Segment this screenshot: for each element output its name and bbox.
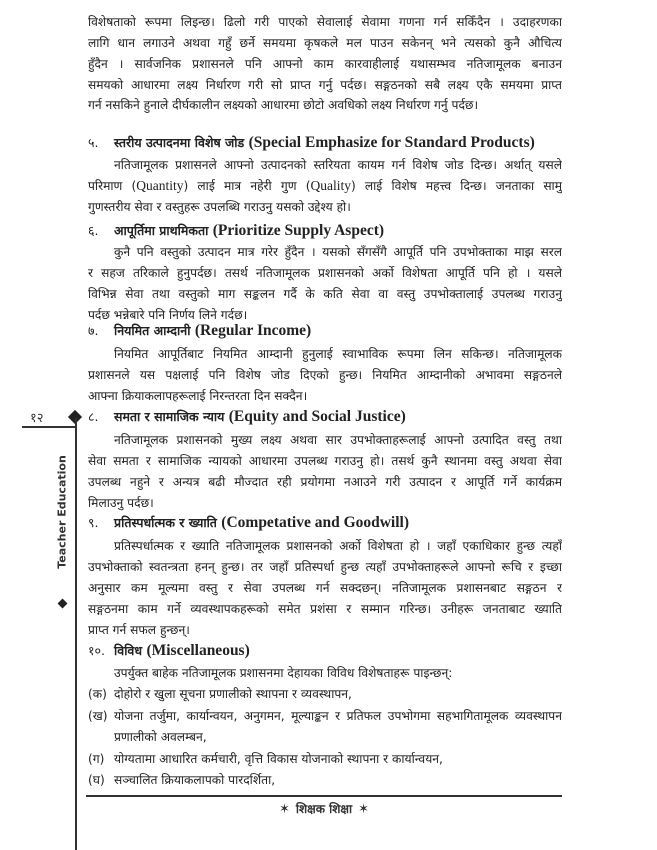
section-title-np: स्तरीय उत्पादनमा विशेष जोड bbox=[114, 135, 245, 150]
section-line: विभिन्न सेवा तथा वस्तुको माग सङ्कलन गर्दै के कति सेवा वा वस्तु उपभोक्तालाई उपलब्ध गराउनु bbox=[88, 287, 562, 301]
section-line: मिलाउनु पर्दछ। bbox=[88, 496, 154, 510]
section-line: पर्दछ भन्नेबारे पनि निर्णय लिने गर्दछ। bbox=[88, 308, 248, 322]
section-line: प्रशासनले यस पक्षलाई पनि विशेष जोड दिएको हुन्छ। नियमित आम्दानीको अभावमा सङ्गठनले bbox=[88, 368, 562, 382]
intro-line: समयको आधारमा लक्ष्य निर्धारण गरी सो प्राप्त गर्नु पर्दछ। सङ्गठनको सबै लक्ष्य एकै समयमा प्राप्त bbox=[88, 78, 562, 92]
section-title-np: नियमित आम्दानी bbox=[114, 323, 191, 338]
intro-line: विशेषताको रूपमा लिइन्छ। ढिलो गरी पाएको सेवालाई सेवामा गणना गर्न सकिँदैन । उदाहरणका bbox=[88, 15, 562, 29]
footer-text: शिक्षक शिक्षा bbox=[295, 802, 353, 816]
section-number: ५. bbox=[88, 135, 99, 150]
list-item bbox=[88, 749, 562, 769]
diamond-icon bbox=[58, 599, 68, 609]
section-title-np: विविध bbox=[114, 643, 143, 658]
section-title-en: (Prioritize Supply Aspect) bbox=[212, 222, 385, 239]
section-heading bbox=[88, 640, 562, 662]
section-heading bbox=[88, 320, 562, 342]
list-item-label: (घ) bbox=[88, 773, 105, 787]
list-item-text: योजना तर्जुमा, कार्यान्वयन, अनुगमन, मूल्याङ्कन र प्रतिफल उपभोगमा सहभागितामूलक व्यवस्थापन bbox=[114, 709, 562, 723]
section-heading bbox=[88, 220, 562, 242]
intro-line: लागि धान लगाउने अथवा गहुँ छर्ने समयमा कृषकले मल पाउन सकेनन् भने त्यसको कुनै औचित्य bbox=[88, 36, 562, 50]
list-item-label: (क) bbox=[88, 687, 107, 701]
section-line: आफ्ना क्रियाकलापहरूलाई निरन्तरता दिन सक्दैन। bbox=[88, 389, 308, 403]
section-number: ९. bbox=[88, 515, 99, 530]
list-item-text: योग्यतामा आधारित कर्मचारी, वृत्ति विकास योजनाको स्थापना र कार्यान्वयन, bbox=[114, 752, 443, 766]
list-item-text: दोहोरो र खुला सूचना प्रणालीको स्थापना र व्यवस्थापन, bbox=[114, 687, 352, 701]
section-line: नियमित आपूर्तिबाट नियमित आम्दानी हुनुलाई स्वाभाविक रूपमा लिन सकिन्छ। नतिजामूलक bbox=[114, 347, 562, 361]
section-heading bbox=[88, 132, 562, 154]
section-line: परिमाण (Quantity) लाई मात्र नहेरी गुण (Quality) लाई विशेष महत्त्व दिन्छ। जनताका सामु bbox=[88, 178, 562, 193]
page-footer bbox=[86, 800, 562, 817]
section-number: ६. bbox=[88, 223, 99, 238]
list-item-label: (ख) bbox=[88, 709, 108, 723]
section-heading bbox=[88, 512, 562, 534]
section-line: नतिजामूलक प्रशासनको मुख्य लक्ष्य अथवा सार उपभोक्ताहरूलाई आफ्नो उत्पादित वस्तु तथा bbox=[114, 433, 562, 447]
section-line: उपलब्ध नहुने र अन्यत्र बढी मौज्दात रही प्रयोगमा नआउने गरी उत्पादन र आपूर्ति गर्ने कार्यक्रम bbox=[88, 475, 562, 489]
section-line: नतिजामूलक प्रशासनले आफ्नो उत्पादनको स्तरियता कायम गर्न विशेष जोड दिन्छ। अर्थात् यसले bbox=[114, 158, 562, 172]
page-number: १२ bbox=[30, 411, 44, 426]
star-icon: ✶ bbox=[278, 802, 290, 817]
list-item-continuation: प्रणालीको अवलम्बन, bbox=[114, 730, 207, 744]
intro-line: गर्न नसकिने हुनाले दीर्घकालीन लक्ष्यको आधारमा छोटो अवधिको लक्ष्य निर्धारण गर्नु पर्दछ। bbox=[88, 98, 479, 112]
section-line: सेवा समता र सामाजिक न्यायको आधारमा उपलब्ध गराउनु हो। तसर्थ कुनै स्थानमा वस्तु अथवा सेवा bbox=[88, 454, 562, 468]
section-line: सङ्गठनमा काम गर्ने व्यवस्थापकहरूको समेत प्रशंसा र सम्मान गरिन्छ। उनीहरू जनताबाट ख्याति bbox=[88, 602, 562, 616]
margin-vertical-rule bbox=[75, 418, 77, 850]
section-heading bbox=[88, 406, 562, 428]
section-title-np: समता र सामाजिक न्याय bbox=[114, 409, 225, 424]
section-line: प्रतिस्पर्धात्मक र ख्याति नतिजामूलक प्रशासनको अर्को विशेषता हो । जहाँ एकाधिकार हुन्छ त्यहाँ bbox=[114, 539, 562, 553]
section-title-np: आपूर्तिमा प्राथमिकता bbox=[114, 223, 209, 238]
list-item bbox=[88, 770, 562, 790]
section-title-en: (Miscellaneous) bbox=[146, 642, 250, 659]
side-label-text: Teacher Education bbox=[55, 455, 69, 569]
section-line: कुनै पनि वस्तुको उत्पादन मात्र गरेर हुँदैन । यसको सँगसँगै आपूर्ति पनि उपभोक्ताका माझ सरल bbox=[114, 245, 562, 259]
side-label bbox=[56, 455, 69, 569]
list-item-label: (ग) bbox=[88, 752, 105, 766]
section-line: अनुसार कम मूल्यमा वस्तु र सेवा उपलब्ध गर्न सक्दछन्। नतिजामूलक प्रशासनबाट सङ्गठन र bbox=[88, 581, 562, 595]
section-title-en: (Competative and Goodwill) bbox=[221, 514, 410, 531]
section-line: प्राप्त गर्न सफल हुन्छन्। bbox=[88, 623, 190, 637]
section-title-np: प्रतिस्पर्धात्मक र ख्याति bbox=[114, 515, 217, 530]
section-line: गुणस्तरीय सेवा र वस्तुहरू उपलब्धि गराउनु यसको उद्देश्य हो। bbox=[88, 200, 351, 214]
list-item-text: सञ्चालित क्रियाकलापको पारदर्शिता, bbox=[114, 773, 276, 787]
list-item bbox=[88, 684, 562, 704]
section-number: ७. bbox=[88, 323, 99, 338]
page-number-rule bbox=[22, 426, 76, 428]
star-icon: ✶ bbox=[358, 802, 370, 817]
section-line: उपर्युक्त बाहेक नतिजामूलक प्रशासनमा देहायका विविध विशेषताहरू पाइन्छन्: bbox=[114, 666, 453, 680]
section-number: ८. bbox=[88, 409, 99, 424]
intro-line: हुँदैन । सार्वजनिक प्रशासनले पनि आफ्नो काम कारवाहीलाई यथासम्भव नतिजामूलक बनाउन bbox=[88, 57, 562, 71]
section-title-en: (Equity and Social Justice) bbox=[228, 408, 406, 425]
section-title-en: (Special Emphasize for Standard Products) bbox=[248, 134, 535, 151]
section-line: र सहज तरिकाले हुनुपर्दछ। तसर्थ नतिजामूलक प्रशासनको अर्को विशेषता आपूर्ति पनि हो । यसले bbox=[88, 266, 562, 280]
section-line: उपभोक्ताको स्वतन्त्रता हनन् हुन्छ। तर जहाँ प्रतिस्पर्धा हुन्छ त्यहाँ उपभोक्ताहरूले आफ्नो रूचि र इच्छा bbox=[88, 560, 562, 574]
section-title-en: (Regular Income) bbox=[194, 322, 312, 339]
footer-rule bbox=[86, 795, 562, 797]
list-item bbox=[88, 706, 562, 726]
section-number: १०. bbox=[88, 643, 105, 658]
